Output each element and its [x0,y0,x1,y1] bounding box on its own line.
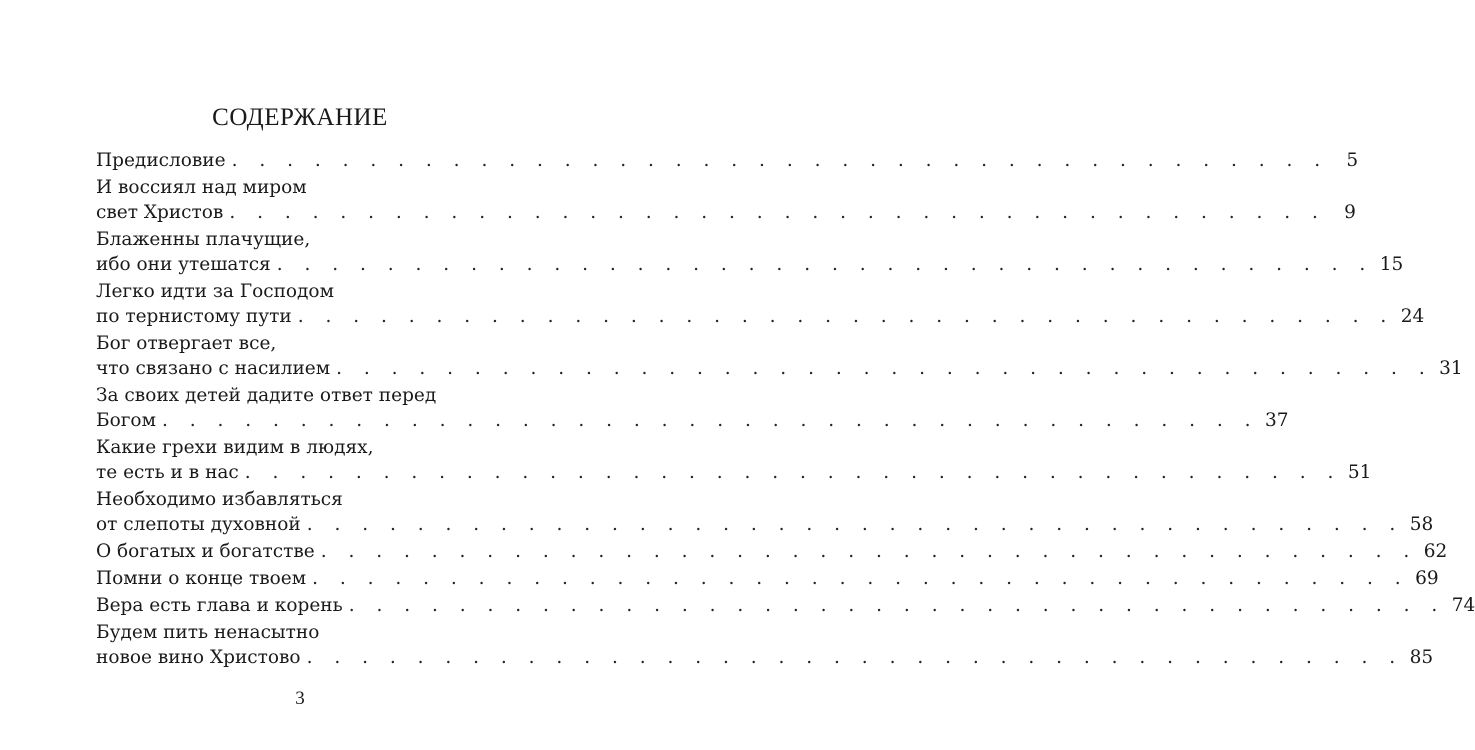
toc-entry-title-line1: И воссиял над миром [96,177,307,198]
toc-entry-page: 37 [1265,410,1289,431]
dot-leader: . . . . . . . . . . . . . . . . . . . . . . . . . . . . . . . . . . . . . . . . [336,358,1433,379]
toc-entry-page: 51 [1347,462,1372,483]
dot-leader: . . . . . . . . . . . . . . . . . . . . . . . . . . . . . . . . . . . . . . . . [229,202,1326,223]
toc-entry-title: О богатых и богатстве [96,541,315,562]
toc-entry-title-line2: ибо они утешатся [96,254,271,275]
toc-entry-title-line1: За своих детей дадите ответ перед [96,385,437,406]
toc-entry-title-line2: что связано с насилием [96,358,331,379]
dot-leader: . . . . . . . . . . . . . . . . . . . . . . . . . . . . . . . . . . . . . . . . [312,568,1409,589]
toc-entry-page: 31 [1439,358,1463,379]
toc-entry [96,279,1425,329]
toc-entry-title-line1: Какие грехи видим в людях, [96,437,374,458]
toc-entry-title-line2: свет Христов [96,202,224,223]
toc-entry-title-line2: по тернистому пути [96,306,292,327]
toc-entry-title-line1: Будем пить ненасытно [96,622,320,643]
toc-entry [96,539,1448,564]
toc-entry-title: Помни о конце твоем [96,568,307,589]
toc-entry-title-line1: Необходимо избавляться [96,489,343,510]
toc-entry [96,383,1289,433]
toc-entry-page: 15 [1379,254,1404,275]
toc-entry [96,175,1356,225]
dot-leader: . . . . . . . . . . . . . . . . . . . . . . . . . . . . . . . . . . . . . . . . [161,410,1259,431]
dot-leader: . . . . . . . . . . . . . . . . . . . . . . . . . . . . . . . . . . . . . . . . [297,306,1395,327]
toc-entry [96,620,1434,670]
table-of-contents [96,148,1475,672]
toc-entry-title-line2: Богом [96,410,156,431]
dot-leader: . . . . . . . . . . . . . . . . . . . . . . . . . . . . . . . . . . . . . . . . [306,647,1404,668]
toc-entry-title: Предисловие [96,150,226,171]
toc-entry-title-line2: новое вино Христово [96,647,301,668]
toc-entry-page: 9 [1344,202,1356,223]
toc-entry-title-line2: те есть и в нас [96,462,239,483]
toc-entry-page: 5 [1346,150,1359,171]
toc-entry [96,148,1359,173]
toc-entry-page: 24 [1400,306,1425,327]
toc-entry-page: 58 [1409,514,1434,535]
toc-entry [96,435,1372,485]
dot-leader: . . . . . . . . . . . . . . . . . . . . . . . . . . . . . . . . . . . . . . . . [244,462,1342,483]
dot-leader: . . . . . . . . . . . . . . . . . . . . . . . . . . . . . . . . . . . . . . . . [320,541,1418,562]
toc-entry-title-line1: Легко идти за Господом [96,281,334,302]
toc-entry-page: 69 [1415,568,1439,589]
toc-entry [96,566,1439,591]
toc-entry [96,593,1475,618]
dot-leader: . . . . . . . . . . . . . . . . . . . . . . . . . . . . . . . . . . . . . . . . [276,254,1374,275]
toc-entry-page: 85 [1409,647,1434,668]
toc-entry [96,487,1434,537]
toc-entry [96,331,1463,381]
toc-entry-title-line1: Блаженны плачущие, [96,229,311,250]
dot-leader: . . . . . . . . . . . . . . . . . . . . . . . . . . . . . . . . . . . . . . . . [231,150,1329,171]
toc-entry-title: Вера есть глава и корень [96,595,343,616]
toc-entry-page: 62 [1423,541,1448,562]
toc-entry-title-line2: от слепоты духовной [96,514,301,535]
dot-leader: . . . . . . . . . . . . . . . . . . . . . . . . . . . . . . . . . . . . . . . . [348,595,1446,616]
toc-heading: СОДЕРЖАНИЕ [212,104,388,131]
toc-entry-title-line1: Бог отвергает все, [96,333,277,354]
toc-entry [96,227,1404,277]
page-number: 3 [295,688,305,709]
toc-entry-page: 74 [1451,595,1475,616]
dot-leader: . . . . . . . . . . . . . . . . . . . . . . . . . . . . . . . . . . . . . . . . [306,514,1404,535]
